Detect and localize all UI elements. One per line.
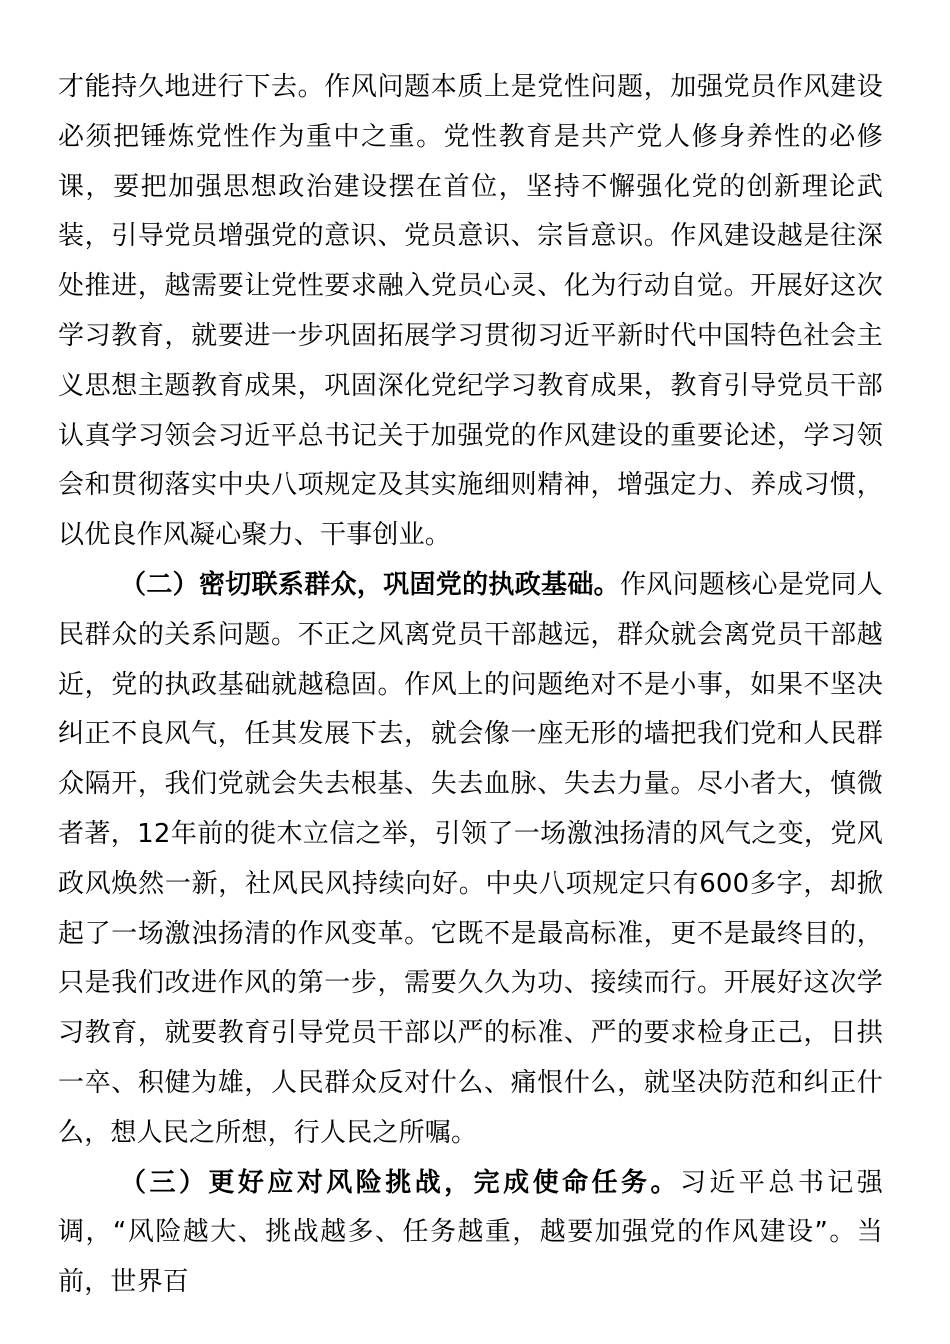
section-heading-3: （三）更好应对风险挑战，完成使命任务。 <box>120 1167 680 1198</box>
paragraph-party-spirit <box>58 63 883 561</box>
paragraph-text: 习近平总书记强调，“风险越大、挑战越多、任务越重，越要加强党的作风建设”。当前，世界百 <box>58 1167 883 1298</box>
section-heading-2: （二）密切联系群众，巩固党的执政基础。 <box>120 569 620 600</box>
paragraph-risk-challenges <box>58 1159 883 1308</box>
paragraph-text: 才能持久地进行下去。作风问题本质上是党性问题，加强党员作风建设必须把锤炼党性作为重中之重。党性教育是共产党人修身养性的必修课，要把加强思想政治建设摆在首位，坚持不懈强化党的创新理论武装，引导党员增强党的意识、党员意识、宗旨意识。作风建设越是往深处推进，越需要让党性要求融入党员心灵、化为行动自觉。开展好这次学习教育，就要进一步巩固拓展学习贯彻习近平新时代中国特色社会主义思想主题教育成果，巩固深化党纪学习教育成果，教育引导党员干部认真学习领会习近平总书记关于加强党的作风建设的重要论述，学习领会和贯彻落实中央八项规定及其实施细则精神，增强定力、养成习惯，以优良作风凝心聚力、干事创业。 <box>58 72 883 551</box>
document-page <box>58 63 883 1308</box>
paragraph-text: 作风问题核心是党同人民群众的关系问题。不正之风离党员干部越远，群众就会离党员干部越近，党的执政基础就越稳固。作风上的问题绝对不是小事，如果不坚决纠正不良风气，任其发展下去，就会像一座无形的墙把我们党和人民群众隔开，我们党就会失去根基、失去血脉、失去力量。尽小者大，慎微者著，12年前的徙木立信之举，引领了一场激浊扬清的风气之变，党风政风焕然一新，社风民风持续向好。中央八项规定只有600多字，却掀起了一场激浊扬清的作风变革。它既不是最高标准，更不是最终目的，只是我们改进作风的第一步，需要久久为功、接续而行。开展好这次学习教育，就要教育引导党员干部以严的标准、严的要求检身正己，日拱一卒、积健为雄，人民群众反对什么、痛恨什么，就坚决防范和纠正什么，想人民之所想，行人民之所嘱。 <box>58 569 883 1148</box>
paragraph-contact-masses <box>58 561 883 1159</box>
